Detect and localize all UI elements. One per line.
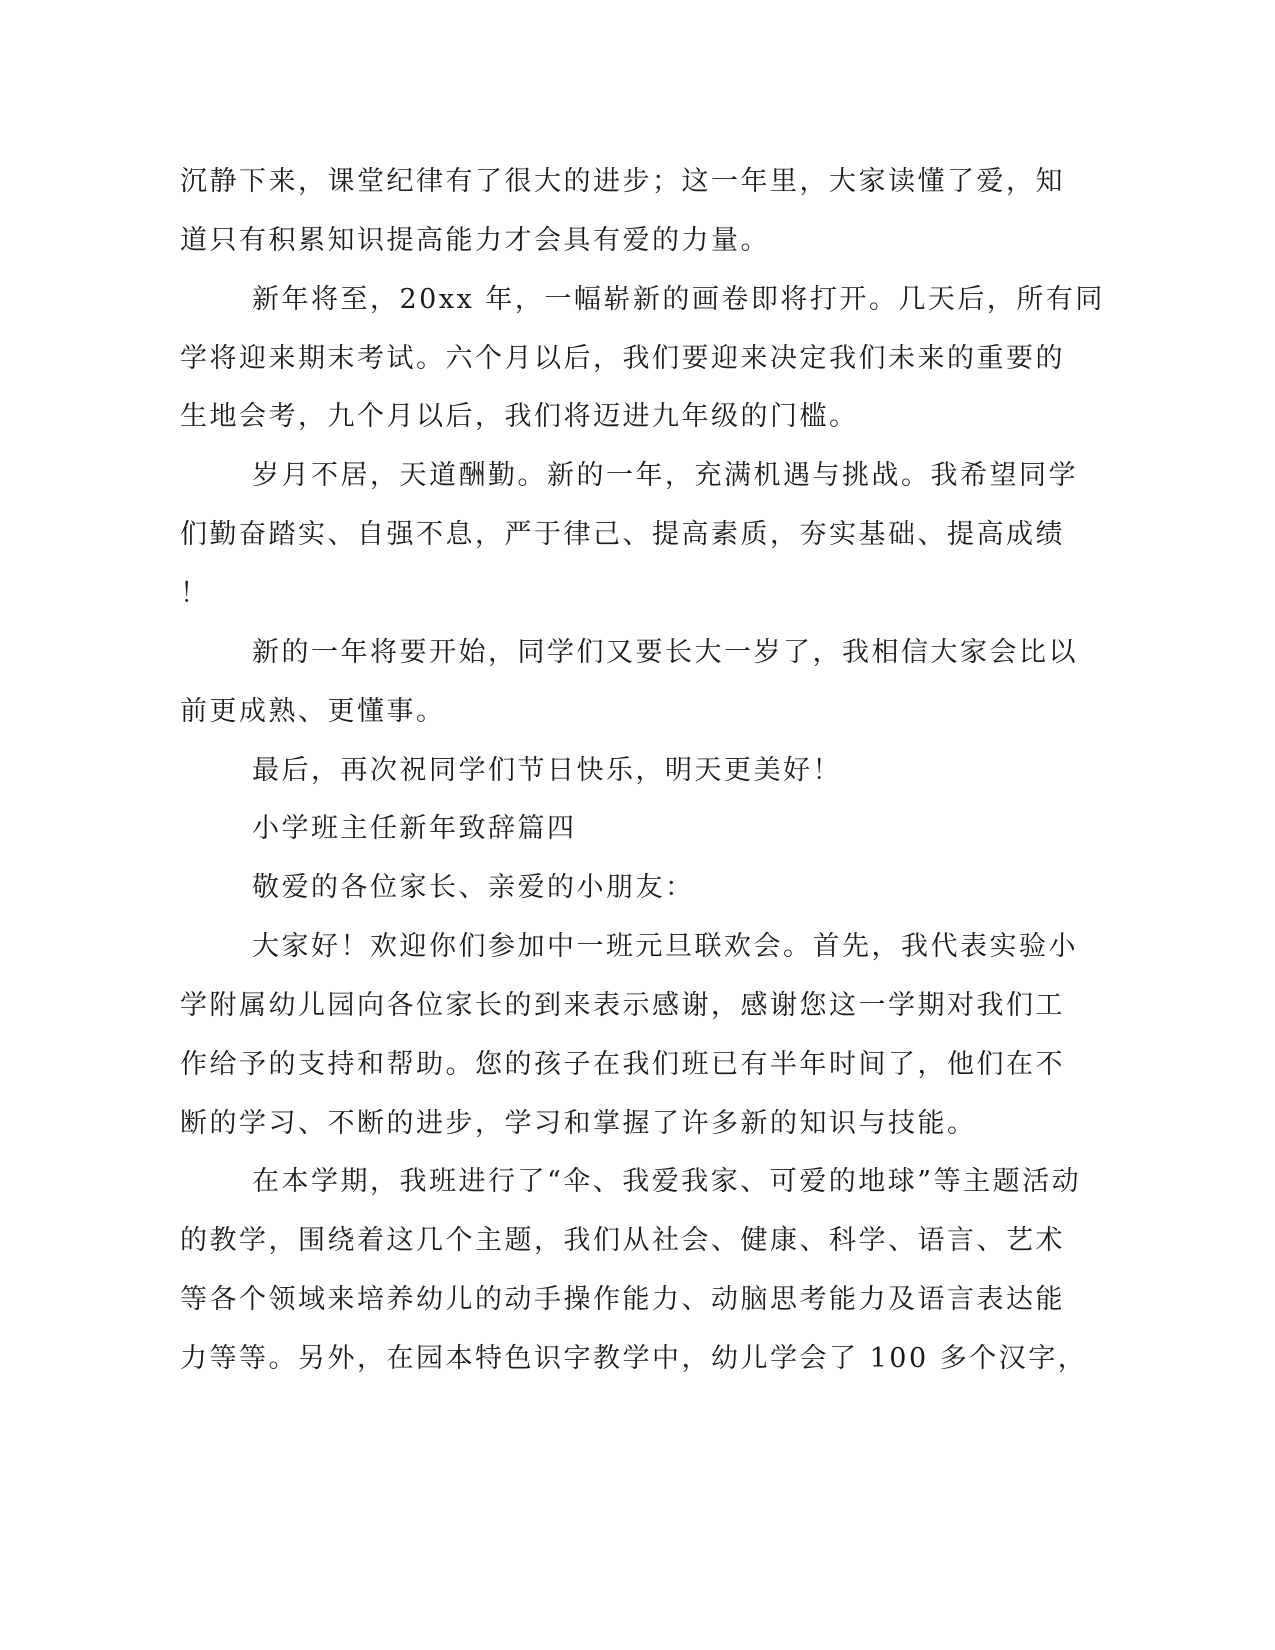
paragraph-start-line: 在本学期，我班进行了“伞、我爱我家、可爱的地球”等主题活动 [252, 1166, 1082, 1197]
text-line: 前更成熟、更懂事。 [180, 696, 446, 727]
paragraph-start-line: 最后，再次祝同学们节日快乐，明天更美好！ [252, 755, 842, 786]
text-line: 作给予的支持和帮助。您的孩子在我们班已有半年时间了，他们在不 [180, 1049, 1065, 1080]
text-line: ！ [180, 578, 210, 609]
text-line: 断的学习、不断的进步，学习和掌握了许多新的知识与技能。 [180, 1108, 977, 1139]
paragraph-start-line: 大家好！欢迎你们参加中一班元旦联欢会。首先，我代表实验小 [252, 931, 1078, 962]
section-heading: 小学班主任新年致辞篇四 [252, 813, 577, 844]
text-line: 的教学，围绕着这几个主题，我们从社会、健康、科学、语言、艺术 [180, 1225, 1065, 1256]
text-line: 生地会考，九个月以后，我们将迈进九年级的门槛。 [180, 401, 859, 432]
text-line: 等各个领域来培养幼儿的动手操作能力、动脑思考能力及语言表达能 [180, 1284, 1065, 1315]
text-line: 道只有积累知识提高能力才会具有爱的力量。 [180, 225, 770, 256]
text-line: 学将迎来期末考试。六个月以后，我们要迎来决定我们未来的重要的 [180, 343, 1065, 374]
text-line: 们勤奋踏实、自强不息，严于律己、提高素质，夯实基础、提高成绩 [180, 519, 1065, 550]
paragraph-start-line: 岁月不居，天道酬勤。新的一年，充满机遇与挑战。我希望同学 [252, 460, 1078, 491]
paragraph-start-line: 新的一年将要开始，同学们又要长大一岁了，我相信大家会比以 [252, 637, 1078, 668]
text-line: 学附属幼儿园向各位家长的到来表示感谢，感谢您这一学期对我们工 [180, 990, 1065, 1021]
paragraph-start-line: 新年将至，20xx 年，一幅崭新的画卷即将打开。几天后，所有同 [252, 284, 1105, 315]
text-line: 沉静下来，课堂纪律有了很大的进步；这一年里，大家读懂了爱，知 [180, 166, 1065, 197]
salutation-line: 敬爱的各位家长、亲爱的小朋友： [252, 872, 695, 903]
text-line: 力等等。另外，在园本特色识字教学中，幼儿学会了 100 多个汉字， [180, 1343, 1088, 1374]
